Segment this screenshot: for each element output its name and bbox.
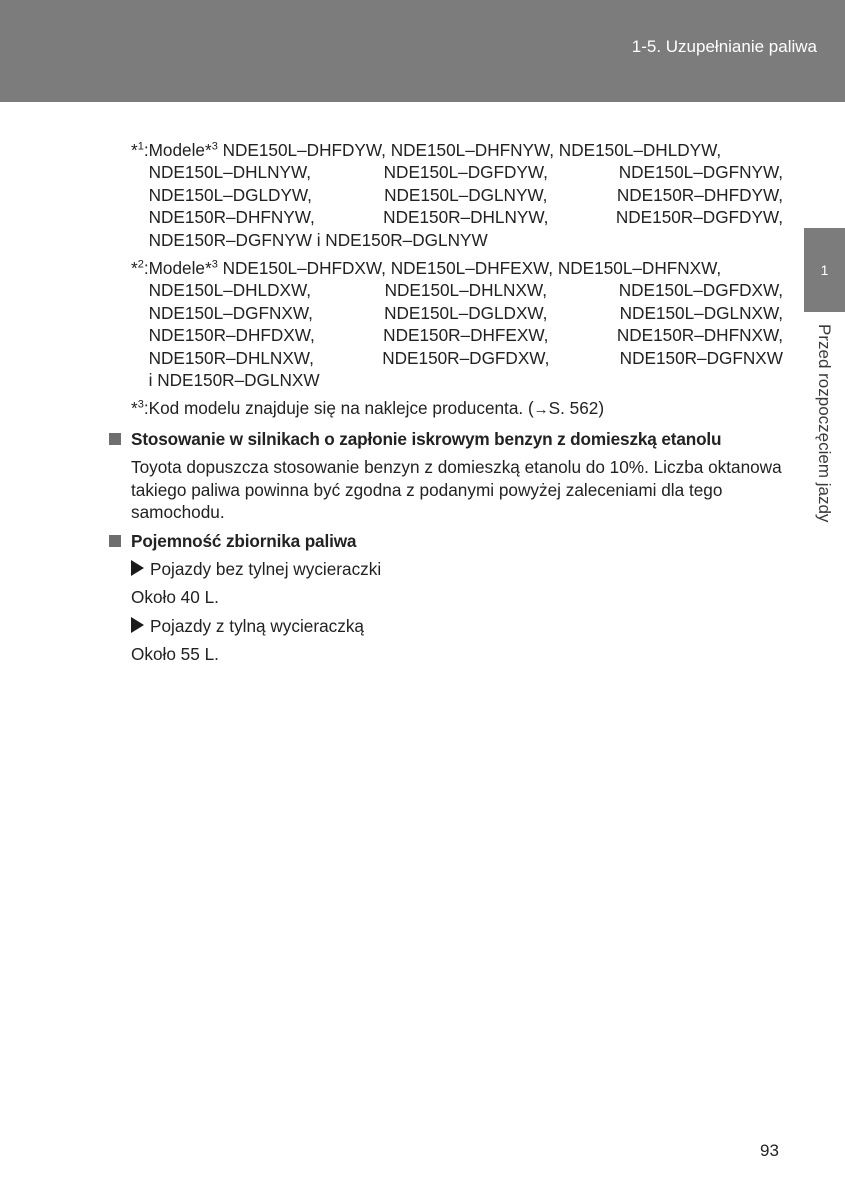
footnote-2-marker: *$^2$: xyxy=(131,258,149,279)
model-code: NDE150L–DHLNXW, xyxy=(384,280,547,301)
model-code: NDE150L–DGLNYW, xyxy=(384,184,548,205)
footnote-1-tail: NDE150R–DGFNYW i NDE150R–DGLNYW xyxy=(148,229,488,250)
model-code: NDE150L–DGLDYW, xyxy=(148,184,312,205)
footnote-1 xyxy=(131,139,783,251)
chapter-label: Przed rozpoczęciem jazdy xyxy=(815,324,834,523)
section-tank-capacity xyxy=(131,530,783,666)
page-header xyxy=(0,0,845,102)
footnote-3-marker: *$^3$: xyxy=(131,398,149,419)
list-item xyxy=(131,615,783,637)
square-bullet-icon xyxy=(109,433,121,445)
model-code: NDE150L–DHLDXW, xyxy=(148,280,312,301)
model-code: NDE150L–DHLNYW, xyxy=(148,162,312,183)
model-code: NDE150R–DGFDXW, xyxy=(382,347,550,368)
vehicle-variant-label: Pojazdy bez tylnej wycieraczki xyxy=(150,558,382,579)
footnote-3 xyxy=(131,397,783,421)
triangle-bullet-icon xyxy=(131,560,144,576)
footnote-1-lead: Modele*$^3$ NDE150L–DHFDYW, NDE150L–DHFNYW, NDE150L–DHLDYW, xyxy=(148,140,722,160)
model-code: NDE150R–DHFNYW, xyxy=(148,207,315,228)
model-code: NDE150R–DHLNXW, xyxy=(148,347,314,368)
footnote-2-models xyxy=(149,279,783,369)
triangle-bullet-icon xyxy=(131,617,144,633)
model-code: NDE150L–DGFDYW, xyxy=(383,162,548,183)
section-tank-heading: Pojemność zbiornika paliwa xyxy=(131,530,357,551)
model-code: NDE150L–DGLNXW, xyxy=(619,302,783,323)
chapter-tab xyxy=(804,228,845,312)
model-code: NDE150R–DHFNXW, xyxy=(616,325,783,346)
section-ethanol xyxy=(131,428,783,524)
capacity-value: Około 55 L. xyxy=(131,644,219,665)
page-reference: S. 562) xyxy=(548,398,605,419)
footnote-1-models xyxy=(149,161,783,228)
footnote-2-lead: Modele*$^3$ NDE150L–DHFDXW, NDE150L–DHFEXW, NDE150L–DHFNXW, xyxy=(148,258,722,279)
model-code: NDE150L–DGFNYW, xyxy=(618,162,783,183)
footnote-3-text xyxy=(149,397,604,421)
chapter-number: 1 xyxy=(820,262,829,278)
square-bullet-icon xyxy=(109,535,121,547)
footnote-2-tail: i NDE150R–DGLNXW xyxy=(148,370,320,391)
page-number: 93 xyxy=(760,1141,779,1160)
model-code: NDE150R–DHLNYW, xyxy=(383,207,549,228)
model-code: NDE150L–DGLDXW, xyxy=(384,302,548,323)
section-title: 1-5. Uzupełnianie paliwa xyxy=(631,37,817,56)
model-code: NDE150R–DHFEXW, xyxy=(383,325,549,346)
page-content xyxy=(131,139,783,666)
model-code: NDE150R–DHFDYW, xyxy=(616,184,783,205)
section-ethanol-heading: Stosowanie w silnikach o zapłonie iskrowym benzyn z domieszką etanolu xyxy=(131,428,722,449)
section-ethanol-paragraph: Toyota dopuszcza stosowanie benzyn z domieszką etanolu do 10%. Liczba oktanowa takiego paliwa powinna być zgodna z podanymi powyżej zaleceniami dla tego samochodu. xyxy=(131,457,782,523)
list-item xyxy=(131,558,783,580)
model-code: NDE150L–DGFNXW, xyxy=(148,302,313,323)
capacity-value: Około 40 L. xyxy=(131,587,219,608)
model-code: NDE150R–DGFDYW, xyxy=(615,207,783,228)
model-code: NDE150R–DGFNXW xyxy=(619,347,783,368)
footnote-1-marker: *$^1$: xyxy=(131,140,149,160)
arrow-right-icon: → xyxy=(533,401,549,419)
model-code: NDE150L–DGFDXW, xyxy=(618,280,783,301)
vehicle-variant-label: Pojazdy z tylną wycieraczką xyxy=(150,615,364,636)
footnote-2 xyxy=(131,257,783,391)
model-code: NDE150R–DHFDXW, xyxy=(148,325,315,346)
footnote-3-text-before: Kod modelu znajduje się na naklejce producenta. ( xyxy=(148,398,534,419)
